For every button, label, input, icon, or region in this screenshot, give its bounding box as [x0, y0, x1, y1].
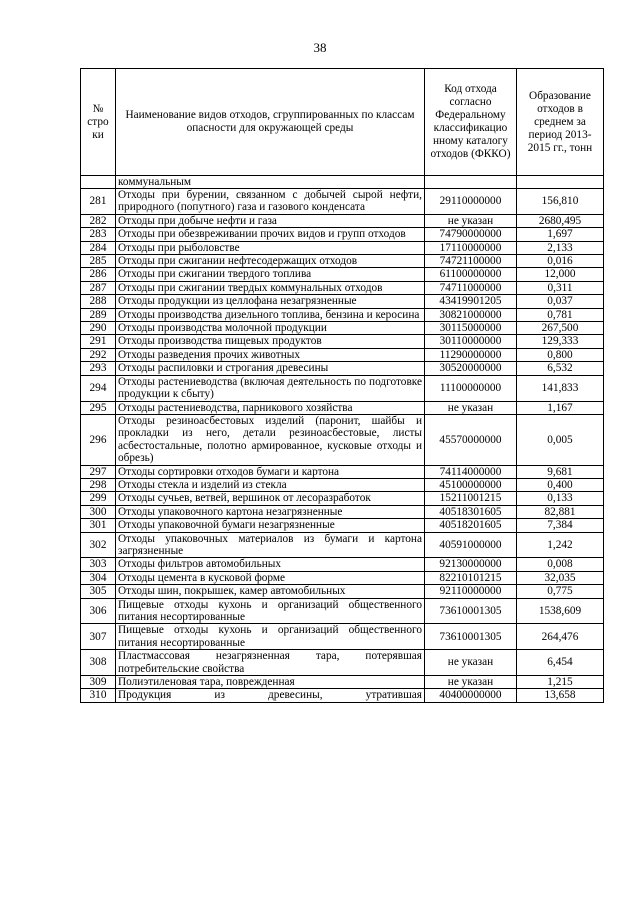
waste-name: Пищевые отходы кухонь и организаций общественного питания несортированные	[116, 624, 425, 650]
waste-name: Отходы при сжигании твердого топлива	[116, 268, 425, 281]
waste-code	[425, 176, 517, 189]
waste-mass: 1,215	[517, 676, 604, 689]
table-row	[81, 295, 604, 308]
row-number: 301	[81, 519, 116, 532]
waste-name: Отходы растениеводства, парникового хозяйства	[116, 401, 425, 414]
row-number: 281	[81, 189, 116, 215]
waste-code: 73610001305	[425, 598, 517, 624]
table-row	[81, 308, 604, 321]
row-number: 298	[81, 478, 116, 491]
row-number: 304	[81, 571, 116, 584]
table-row	[81, 375, 604, 401]
row-number: 303	[81, 558, 116, 571]
waste-mass: 82,881	[517, 505, 604, 518]
waste-mass: 12,000	[517, 268, 604, 281]
waste-mass: 6,532	[517, 362, 604, 375]
table-row	[81, 650, 604, 676]
waste-mass: 156,810	[517, 189, 604, 215]
waste-name: коммунальным	[116, 176, 425, 189]
waste-code: 43419901205	[425, 295, 517, 308]
waste-mass: 1,242	[517, 532, 604, 558]
waste-mass: 2680,495	[517, 214, 604, 227]
table-row	[81, 598, 604, 624]
waste-name: Отходы производства дизельного топлива, бензина и керосина	[116, 308, 425, 321]
waste-mass: 141,833	[517, 375, 604, 401]
waste-code: 11100000000	[425, 375, 517, 401]
row-number: 292	[81, 348, 116, 361]
table-row	[81, 241, 604, 254]
row-number: 284	[81, 241, 116, 254]
page-number: 38	[313, 40, 327, 55]
waste-mass: 129,333	[517, 335, 604, 348]
row-number: 286	[81, 268, 116, 281]
waste-name: Отходы при рыболовстве	[116, 241, 425, 254]
waste-mass	[517, 176, 604, 189]
waste-code: 74711000000	[425, 281, 517, 294]
row-number: 296	[81, 414, 116, 465]
table-row	[81, 689, 604, 702]
header-row	[81, 69, 604, 176]
waste-mass: 2,133	[517, 241, 604, 254]
waste-mass: 9,681	[517, 465, 604, 478]
table-row	[81, 492, 604, 505]
row-number: 307	[81, 624, 116, 650]
table-row	[81, 676, 604, 689]
waste-code: 17110000000	[425, 241, 517, 254]
table-row	[81, 214, 604, 227]
row-number: 291	[81, 335, 116, 348]
waste-code: 45100000000	[425, 478, 517, 491]
waste-code: 40591000000	[425, 532, 517, 558]
waste-name: Отходы распиловки и строгания древесины	[116, 362, 425, 375]
continuation-row	[81, 176, 604, 189]
table-row	[81, 624, 604, 650]
waste-name: Продукция из древесины, утратившая	[116, 689, 425, 702]
waste-mass: 0,037	[517, 295, 604, 308]
row-number: 305	[81, 585, 116, 598]
table-row	[81, 571, 604, 584]
waste-mass: 0,008	[517, 558, 604, 571]
waste-mass: 1,697	[517, 228, 604, 241]
table-row	[81, 585, 604, 598]
header-waste-mass: Образование отходов в среднем за период 2013-2015 гг., тонн	[517, 69, 604, 176]
table-row	[81, 558, 604, 571]
row-number: 289	[81, 308, 116, 321]
waste-mass: 1,167	[517, 401, 604, 414]
waste-code: 45570000000	[425, 414, 517, 465]
waste-code: 15211001215	[425, 492, 517, 505]
header-row-number: № стро ки	[81, 69, 116, 176]
waste-code: не указан	[425, 676, 517, 689]
row-number: 309	[81, 676, 116, 689]
waste-code: 40518201605	[425, 519, 517, 532]
table-row	[81, 362, 604, 375]
waste-mass: 264,476	[517, 624, 604, 650]
waste-name: Отходы при обезвреживании прочих видов и групп отходов	[116, 228, 425, 241]
waste-code: 61100000000	[425, 268, 517, 281]
waste-code: 30520000000	[425, 362, 517, 375]
waste-code: 92110000000	[425, 585, 517, 598]
table-row	[81, 189, 604, 215]
table-row	[81, 255, 604, 268]
waste-mass: 0,016	[517, 255, 604, 268]
table-row	[81, 505, 604, 518]
header-waste-name: Наименование видов отходов, сгруппированных по классам опасности для окружающей среды	[116, 69, 425, 176]
waste-code: 74721100000	[425, 255, 517, 268]
waste-name: Отходы разведения прочих животных	[116, 348, 425, 361]
waste-name: Отходы упаковочной бумаги незагрязненные	[116, 519, 425, 532]
waste-code: 82210101215	[425, 571, 517, 584]
waste-name: Отходы цемента в кусковой форме	[116, 571, 425, 584]
waste-name: Отходы при добыче нефти и газа	[116, 214, 425, 227]
waste-name: Отходы сортировки отходов бумаги и картона	[116, 465, 425, 478]
row-number	[81, 176, 116, 189]
waste-code: 30115000000	[425, 322, 517, 335]
waste-mass: 1538,609	[517, 598, 604, 624]
row-number: 308	[81, 650, 116, 676]
waste-code: не указан	[425, 401, 517, 414]
waste-name: Отходы фильтров автомобильных	[116, 558, 425, 571]
row-number: 299	[81, 492, 116, 505]
waste-code: 30821000000	[425, 308, 517, 321]
row-number: 306	[81, 598, 116, 624]
waste-name: Пищевые отходы кухонь и организаций общественного питания несортированные	[116, 598, 425, 624]
waste-mass: 0,133	[517, 492, 604, 505]
waste-code: 29110000000	[425, 189, 517, 215]
table-row	[81, 465, 604, 478]
waste-code: 30110000000	[425, 335, 517, 348]
waste-name: Полиэтиленовая тара, поврежденная	[116, 676, 425, 689]
row-number: 297	[81, 465, 116, 478]
waste-mass: 0,781	[517, 308, 604, 321]
waste-name: Отходы упаковочных материалов из бумаги и картона загрязненные	[116, 532, 425, 558]
waste-name: Отходы шин, покрышек, камер автомобильных	[116, 585, 425, 598]
waste-name: Отходы продукции из целлофана незагрязненные	[116, 295, 425, 308]
waste-mass: 32,035	[517, 571, 604, 584]
waste-mass: 0,800	[517, 348, 604, 361]
row-number: 310	[81, 689, 116, 702]
row-number: 294	[81, 375, 116, 401]
waste-name: Отходы при бурении, связанном с добычей сырой нефти, природного (попутного) газа и газового конденсата	[116, 189, 425, 215]
table-row	[81, 268, 604, 281]
waste-table	[80, 68, 604, 703]
table-row	[81, 532, 604, 558]
waste-name: Отходы при сжигании нефтесодержащих отходов	[116, 255, 425, 268]
waste-name: Отходы растениеводства (включая деятельность по подготовке продукции к сбыту)	[116, 375, 425, 401]
waste-code: 74790000000	[425, 228, 517, 241]
waste-name: Пластмассовая незагрязненная тара, потерявшая потребительские свойства	[116, 650, 425, 676]
waste-code: 73610001305	[425, 624, 517, 650]
row-number: 282	[81, 214, 116, 227]
table-row	[81, 519, 604, 532]
row-number: 290	[81, 322, 116, 335]
row-number: 295	[81, 401, 116, 414]
waste-name: Отходы сучьев, ветвей, вершинок от лесоразработок	[116, 492, 425, 505]
waste-name: Отходы резиноасбестовых изделий (паронит, шайбы и прокладки из него, детали резиноасбестовые, листы асбестостальные, полотно армированное, кусковые отходы и обрезь)	[116, 414, 425, 465]
waste-code: 74114000000	[425, 465, 517, 478]
row-number: 302	[81, 532, 116, 558]
table-row	[81, 348, 604, 361]
table-row	[81, 414, 604, 465]
waste-mass: 0,400	[517, 478, 604, 491]
waste-mass: 267,500	[517, 322, 604, 335]
waste-mass: 13,658	[517, 689, 604, 702]
waste-mass: 0,775	[517, 585, 604, 598]
waste-name: Отходы производства молочной продукции	[116, 322, 425, 335]
table-row	[81, 228, 604, 241]
row-number: 288	[81, 295, 116, 308]
table-row	[81, 281, 604, 294]
row-number: 287	[81, 281, 116, 294]
table-row	[81, 401, 604, 414]
waste-mass: 6,454	[517, 650, 604, 676]
waste-code: не указан	[425, 650, 517, 676]
table-row	[81, 322, 604, 335]
waste-mass: 0,005	[517, 414, 604, 465]
header-waste-code: Код отхода согласно Федеральному классификацио нному каталогу отходов (ФККО)	[425, 69, 517, 176]
waste-name: Отходы стекла и изделий из стекла	[116, 478, 425, 491]
waste-code: 40400000000	[425, 689, 517, 702]
row-number: 300	[81, 505, 116, 518]
row-number: 283	[81, 228, 116, 241]
waste-name: Отходы производства пищевых продуктов	[116, 335, 425, 348]
waste-mass: 0,311	[517, 281, 604, 294]
row-number: 293	[81, 362, 116, 375]
waste-code: 11290000000	[425, 348, 517, 361]
waste-code: 40518301605	[425, 505, 517, 518]
row-number: 285	[81, 255, 116, 268]
table-row	[81, 335, 604, 348]
waste-name: Отходы упаковочного картона незагрязненные	[116, 505, 425, 518]
waste-code: не указан	[425, 214, 517, 227]
table-row	[81, 478, 604, 491]
waste-mass: 7,384	[517, 519, 604, 532]
waste-name: Отходы при сжигании твердых коммунальных отходов	[116, 281, 425, 294]
waste-code: 92130000000	[425, 558, 517, 571]
